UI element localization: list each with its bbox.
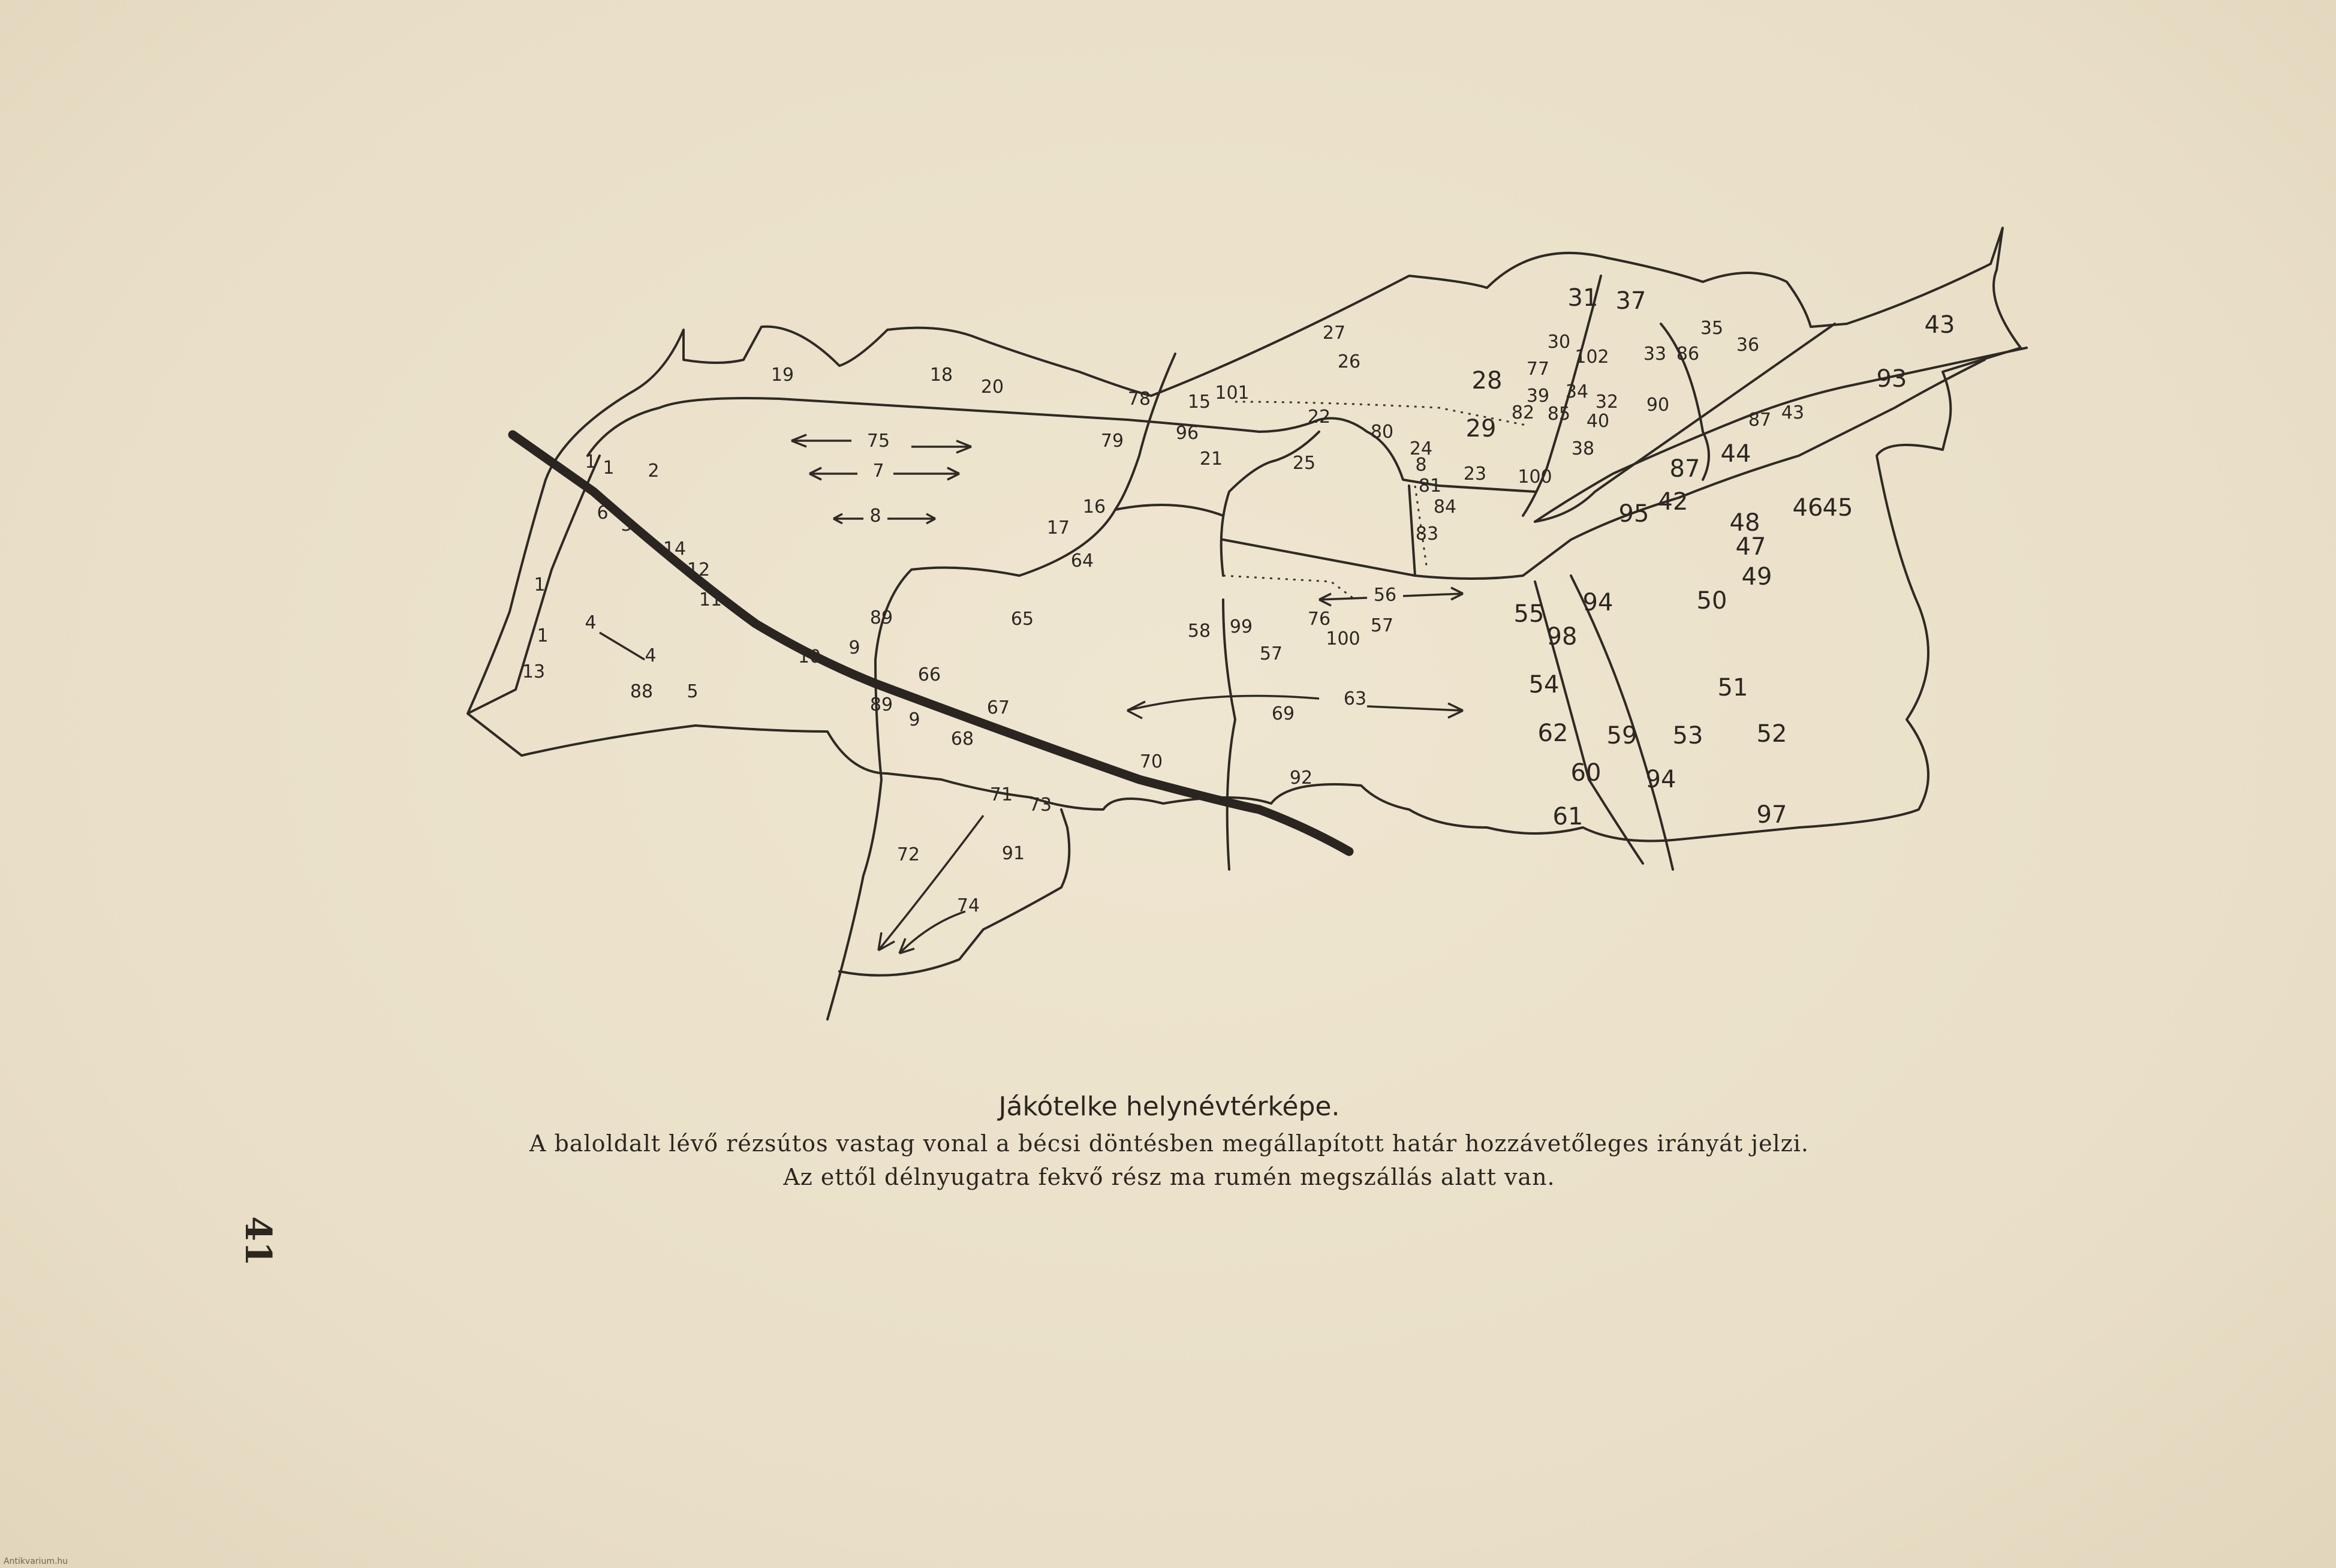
place-number-label: 14 — [663, 538, 687, 559]
arrow-7 — [809, 468, 959, 480]
place-number-label: 92 — [1289, 768, 1313, 788]
place-number-label: 46 — [1792, 494, 1823, 522]
place-number-label: 45 — [1822, 494, 1853, 522]
place-number-label: 99 — [1229, 616, 1253, 637]
place-number-label: 100 — [1518, 467, 1552, 487]
place-number-label: 6 — [597, 502, 609, 523]
place-number-label: 57 — [1259, 643, 1283, 664]
place-number-label: 13 — [522, 661, 546, 682]
direction-arrows — [600, 435, 1463, 953]
place-number-label: 73 — [1028, 794, 1052, 815]
place-number-label: 8 — [1415, 455, 1427, 475]
place-number-label: 9 — [908, 709, 920, 730]
place-number-label: 50 — [1696, 587, 1727, 615]
place-number-label: 26 — [1337, 351, 1361, 372]
place-number-label: 2 — [648, 461, 660, 481]
place-number-label: 77 — [1526, 359, 1550, 380]
place-number-labels — [522, 284, 1955, 916]
place-number-label: 27 — [1322, 323, 1346, 344]
arrow-72 — [878, 815, 983, 950]
place-number-label: 1 — [537, 625, 549, 646]
place-number-label: 63 — [1343, 688, 1367, 709]
place-number-label: 52 — [1756, 720, 1787, 748]
place-number-label: 86 — [1676, 344, 1700, 365]
place-number-label: 36 — [1736, 335, 1760, 356]
place-number-label: 28 — [1471, 367, 1503, 395]
road-village — [875, 505, 1223, 780]
place-number-label: 51 — [1717, 674, 1748, 702]
place-number-label: 40 — [1586, 411, 1610, 432]
road-south — [827, 780, 881, 1019]
place-number-label: 61 — [1552, 803, 1584, 830]
place-number-label: 72 — [896, 844, 920, 865]
place-number-label: 57 — [1370, 615, 1394, 636]
place-number-label: 1 — [603, 458, 615, 478]
page-number: 41 — [237, 1216, 279, 1266]
place-number-label: 76 — [1307, 609, 1331, 630]
place-number-label: 9 — [848, 637, 860, 658]
place-number-label: 1 — [585, 452, 597, 472]
place-number-label: 1 — [534, 574, 546, 595]
place-number-label: 100 — [1326, 628, 1360, 649]
place-number-label: 85 — [1547, 404, 1571, 425]
map-caption — [300, 1091, 2039, 1194]
place-number-label: 19 — [770, 365, 794, 386]
place-number-label: 74 — [956, 895, 980, 916]
place-number-label: 97 — [1756, 801, 1787, 829]
place-number-label: 11 — [699, 589, 723, 610]
river-right-branch — [1535, 348, 2027, 522]
place-number-label: 5 — [687, 681, 699, 702]
watermark-text: Antikvarium.hu — [4, 1557, 68, 1566]
place-number-label: 18 — [929, 365, 953, 386]
place-number-label: 93 — [1876, 365, 1907, 393]
place-number-label: 4 — [645, 645, 657, 666]
arrow-8 — [833, 514, 935, 523]
place-number-label: 96 — [1175, 423, 1199, 444]
place-number-label: 33 — [1643, 344, 1667, 365]
place-number-label: 66 — [917, 664, 941, 685]
divider-6 — [1409, 486, 1415, 576]
place-number-label: 68 — [950, 729, 974, 750]
place-number-label: 60 — [1570, 759, 1602, 787]
place-number-label: 43 — [1781, 402, 1805, 423]
place-number-label: 49 — [1741, 563, 1772, 591]
place-number-label: 43 — [1924, 311, 1955, 339]
place-number-label: 102 — [1575, 347, 1609, 368]
place-number-label: 89 — [869, 694, 893, 715]
place-number-label: 4 — [585, 612, 597, 633]
place-number-label: 25 — [1292, 453, 1316, 474]
place-number-label: 78 — [1127, 389, 1151, 410]
arrow-63 — [1127, 696, 1463, 719]
place-number-label: 42 — [1657, 488, 1688, 516]
place-number-label: 91 — [1001, 843, 1025, 864]
place-number-label: 29 — [1465, 415, 1497, 443]
place-number-label: 82 — [1511, 402, 1535, 423]
place-number-label: 8 — [869, 505, 881, 526]
caption-title: Jákótelke helynévtérképe. — [998, 1091, 1340, 1122]
place-number-label: 34 — [1565, 381, 1589, 402]
place-number-label: 84 — [1433, 496, 1457, 517]
place-number-label: 17 — [1046, 517, 1070, 538]
place-number-label: 35 — [1700, 318, 1724, 339]
place-number-label: 94 — [1645, 766, 1676, 793]
river-upper-bank — [588, 398, 1535, 492]
arrow-74 — [899, 911, 965, 953]
caption-line-1: A baloldalt lévő rézsútos vastag vonal a bécsi döntésben megállapított határ hozzávetőleges irányát jelzi. — [529, 1130, 1809, 1157]
place-number-label: 23 — [1463, 464, 1487, 484]
place-number-label: 15 — [1187, 392, 1211, 413]
place-number-label: 90 — [1646, 395, 1670, 416]
place-number-label: 101 — [1215, 383, 1250, 404]
place-number-label: 48 — [1729, 509, 1760, 537]
place-number-label: 55 — [1513, 600, 1545, 628]
place-number-label: 24 — [1409, 438, 1433, 459]
place-number-label: 65 — [1010, 609, 1034, 630]
place-number-label: 81 — [1418, 475, 1442, 496]
place-number-label: 7 — [872, 461, 884, 481]
place-number-label: 3 — [621, 514, 633, 535]
place-number-label: 44 — [1720, 440, 1751, 468]
place-number-label: 64 — [1070, 550, 1094, 571]
dotted-path-2 — [1223, 576, 1355, 600]
place-number-label: 37 — [1615, 287, 1646, 315]
tick-4 — [600, 633, 645, 660]
place-number-label: 22 — [1307, 407, 1331, 428]
place-number-label: 98 — [1546, 623, 1578, 651]
caption-line-2: Az ettől délnyugatra fekvő rész ma rumén megszállás alatt van. — [783, 1164, 1555, 1190]
center-road-vertical — [1223, 600, 1235, 869]
place-number-label: 69 — [1271, 703, 1295, 724]
place-number-label: 94 — [1582, 589, 1613, 616]
place-number-label: 70 — [1139, 751, 1163, 772]
place-number-label: 31 — [1567, 284, 1599, 312]
place-number-label: 88 — [630, 681, 654, 702]
place-number-label: 20 — [980, 377, 1004, 398]
place-number-label: 54 — [1528, 671, 1560, 699]
place-number-label: 87 — [1748, 410, 1772, 431]
place-number-label: 71 — [989, 784, 1013, 805]
place-number-label: 12 — [687, 559, 711, 580]
place-number-label: 47 — [1735, 533, 1766, 561]
place-number-label: 75 — [866, 431, 890, 452]
place-number-label: 53 — [1672, 722, 1703, 750]
divider-1 — [1115, 354, 1175, 510]
place-number-label: 95 — [1618, 500, 1649, 528]
place-number-label: 21 — [1199, 449, 1223, 470]
place-number-label: 16 — [1082, 496, 1106, 517]
place-number-label: 39 — [1526, 386, 1550, 407]
place-number-label: 62 — [1537, 720, 1569, 747]
place-number-label: 80 — [1370, 422, 1394, 443]
place-number-label: 58 — [1187, 621, 1211, 642]
place-number-label: 79 — [1100, 431, 1124, 452]
place-number-label: 87 — [1669, 455, 1700, 483]
outer-boundary — [468, 228, 2021, 841]
place-number-label: 10 — [797, 646, 821, 667]
place-number-label: 89 — [869, 607, 893, 628]
place-number-label: 30 — [1547, 332, 1571, 353]
place-number-label: 67 — [986, 697, 1010, 718]
place-number-label: 56 — [1373, 585, 1397, 606]
place-number-label: 38 — [1571, 438, 1595, 459]
place-number-label: 59 — [1606, 722, 1637, 750]
place-number-label: 83 — [1415, 523, 1439, 544]
place-number-label: 32 — [1595, 392, 1619, 413]
